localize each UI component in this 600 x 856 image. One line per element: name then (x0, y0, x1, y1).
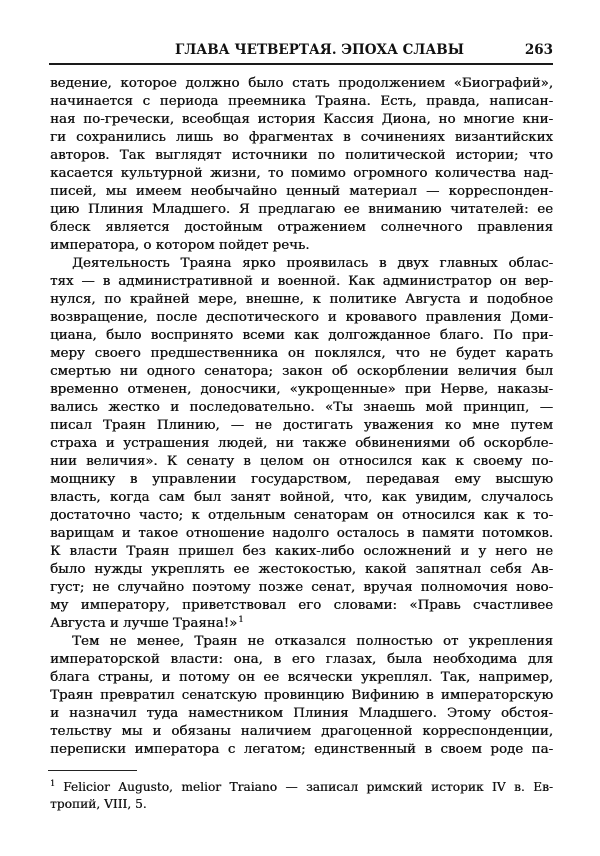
footnote-line (50, 779, 553, 796)
text-line: смертью ни одного сенатора; закон об оскорблении величия был (50, 364, 553, 379)
footnote-rule (48, 770, 137, 771)
text-line: цию Плиния Младшего. Я предлагаю ее вниманию читателей: ее (50, 202, 553, 217)
text-line: временно отменен, доносчики, «укрощенные» при Нерве, наказы- (50, 382, 553, 397)
running-head (49, 41, 553, 59)
text-line: блеск является достойным отражением солнечного правления (50, 220, 553, 235)
text-line: густ; не случайно поэтому позже сенат, вручая полномочия ново- (50, 580, 553, 595)
text-line: императорской власти: она, в его глазах, была необходима для (50, 652, 553, 667)
text-line: и назначил туда наместником Плиния Младшего. Этому обстоя- (50, 706, 553, 721)
text-line: Траян превратил сенатскую провинцию Вифинию в императорскую (50, 688, 553, 703)
text-line: блага страны, и потому он ее всячески укреплял. Так, например, (50, 670, 553, 685)
text-line: авторов. Так выглядят источники по политической истории; что (50, 148, 553, 163)
text-line-content: Августа и лучше Траяна!» (50, 616, 238, 631)
text-line: варищам и такое отношение надолго осталось в памяти потомков. (50, 526, 553, 541)
text-line: тельству мы и обязаны наличием драгоценной корреспонденции, (50, 724, 553, 739)
text-line: меру своего предшественника он поклялся, что не будет карать (50, 346, 553, 361)
text-line: достаточно часто; к отдельным сенаторам он относился как к то- (50, 508, 553, 523)
text-line: мощнику в управлении государством, передавая ему высшую (50, 472, 553, 487)
text-line: нулся, по крайней мере, внешне, к политике Августа и подобное (50, 292, 553, 307)
text-line: власть, когда сам был занят войной, что, как увидим, случалось (50, 490, 553, 505)
footnote (50, 779, 553, 813)
paragraph (50, 255, 553, 633)
chapter-title: ГЛАВА ЧЕТВЕРТАЯ. ЭПОХА СЛАВЫ (175, 42, 464, 58)
text-line (50, 615, 553, 633)
text-line: тях — в административной и военной. Как администратор он вер- (50, 274, 553, 289)
footnote-reference[interactable]: 1 (238, 615, 244, 625)
footnote-marker: 1 (50, 779, 56, 788)
text-line: му императору, приветствовал его словами: «Правь счастливее (50, 598, 553, 613)
text-line: ведение, которое должно было стать продолжением «Биографий», (50, 76, 553, 91)
text-line: переписки императора с легатом; единственный в своем роде па- (50, 742, 553, 757)
footnote-text: Felicior Augusto, melior Traiano — записал римский историк IV в. Ев- (63, 780, 553, 794)
header-rule (49, 63, 553, 65)
text-line: К власти Траян пришел без каких-либо осложнений и у него не (50, 544, 553, 559)
page-number: 263 (524, 42, 553, 58)
text-line: ная по-гречески, всеобщая история Кассия Диона, но многие кни- (50, 112, 553, 127)
body-text (50, 75, 553, 759)
text-line: возвращение, после деспотического и кровавого правления Доми- (50, 310, 553, 325)
paragraph (50, 633, 553, 759)
text-line: нии величия». К сенату в целом он относился как к своему по- (50, 454, 553, 469)
paragraph (50, 75, 553, 255)
text-line: начинается с периода преемника Траяна. Есть, правда, написан- (50, 94, 553, 109)
text-line: ги сохранились лишь во фрагментах в сочинениях византийских (50, 130, 553, 145)
text-line: императора, о котором пойдет речь. (50, 238, 310, 253)
text-line: циана, было воспринято всеми как долгожданное благо. По при- (50, 328, 553, 343)
text-line: писей, мы имеем необычайно ценный материал — корреспонден- (50, 184, 553, 199)
footnote-line: тропий, VIII, 5. (50, 797, 147, 811)
text-line: страха и устрашения людей, ни также обвинениями об оскорбле- (50, 436, 553, 451)
text-line: Тем не менее, Траян не отказался полностью от укрепления (72, 634, 553, 649)
footnotes (50, 779, 553, 813)
text-line: Деятельность Траяна ярко проявилась в двух главных облас- (72, 256, 553, 271)
text-line: писал Траян Плинию, — не достигать уважения ко мне путем (50, 418, 553, 433)
text-line: касается культурной жизни, то помимо огромного количества над- (50, 166, 553, 181)
text-line: было нужды укреплять ее жестокостью, какой запятнал себя Ав- (50, 562, 553, 577)
text-line: вались жестко и последовательно. «Ты знаешь мой принцип, — (50, 400, 553, 415)
